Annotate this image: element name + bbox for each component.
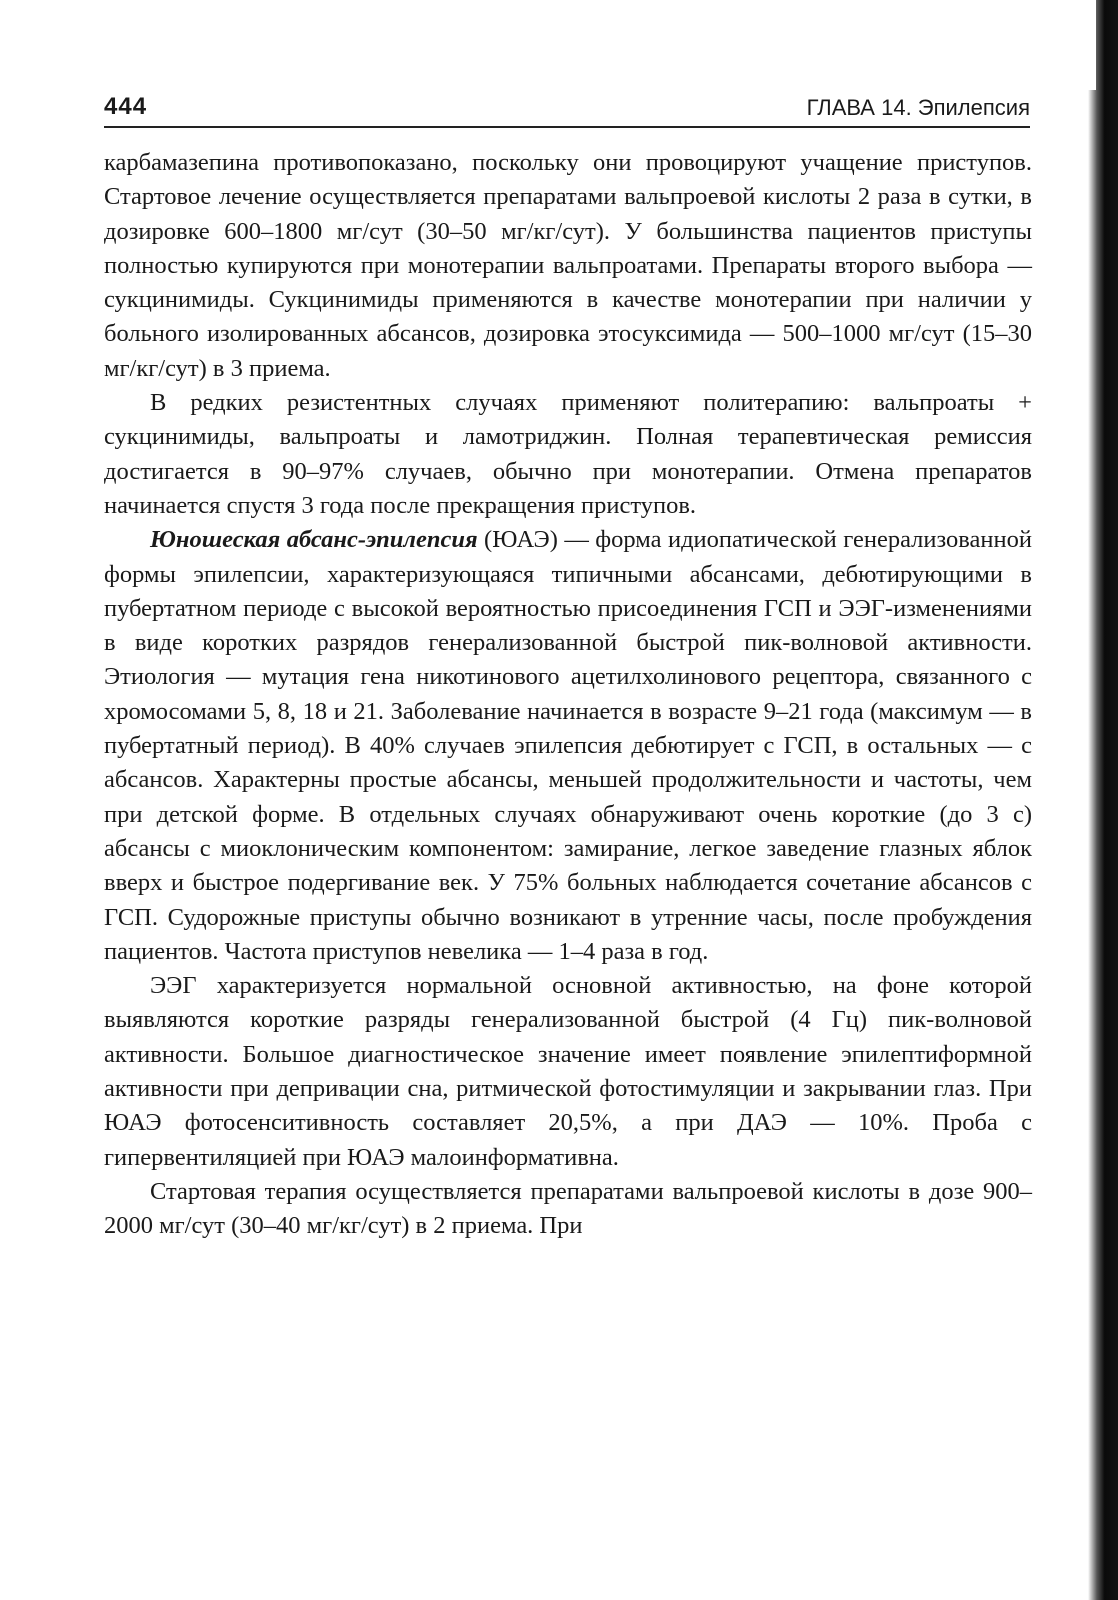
page-number: 444 <box>104 93 148 120</box>
paragraph-starting-therapy: Стартовая терапия осуществляется препаратами вальпроевой кислоты в дозе 900–2000 мг/сут (30–40 мг/кг/сут) в 2 приема. При <box>104 1177 1032 1240</box>
page-edge-highlight <box>1086 0 1096 90</box>
book-spine-shadow <box>1088 0 1118 1600</box>
paragraph-eeg: ЭЭГ характеризуется нормальной основной активностью, на фоне которой выявляются короткие разряды генерализованной быстрой (4 Гц) пик-волновой активности. Большое диагностическое значение имеет появление эпилептиформной активности при депривации сна, ритмической фотостимуляции и закрывании глаз. При ЮАЭ фотосенситивность составляет 20,5%, а при ДАЭ — 10%. Проба с гипервентиляцией при ЮАЭ малоинформативна. <box>104 972 1032 1171</box>
body-text <box>104 146 1032 1244</box>
defined-term: Юношеская абсанс-эпилепсия <box>150 526 478 554</box>
paragraph-resistant-cases: В редких резистентных случаях применяют политерапию: вальпроаты + сукцинимиды, вальпроаты и ламотриджин. Полная терапевтическая ремиссия достигается в 90–97% случаев, обычно при монотерапии. Отмена препаратов начинается спустя 3 года после прекращения приступов. <box>104 389 1032 519</box>
paragraph-juvenile-absence <box>104 523 1032 969</box>
running-head <box>104 92 1030 128</box>
paragraph-continuation: карбамазепина противопоказано, поскольку они провоцируют учащение приступов. Стартовое лечение осуществляется препаратами вальпроевой кислоты 2 раза в сутки, в дозировке 600–1800 мг/сут (30–50 мг/кг/сут). У большинства пациентов приступы полностью купируются при монотерапии вальпроатами. Препараты второго выбора — сукцинимиды. Сукцинимиды применяются в качестве монотерапии при наличии у больного изолированных абсансов, дозировка этосуксимида — 500–1000 мг/сут (15–30 мг/кг/сут) в 3 приема. <box>104 149 1032 382</box>
chapter-title: ГЛАВА 14. Эпилепсия <box>806 95 1030 120</box>
paragraph-juvenile-absence-text: (ЮАЭ) — форма идиопатической генерализованной формы эпилепсии, характеризующаяся типичными абсансами, дебютирующими в пубертатном периоде с высокой вероятностью присоединения ГСП и ЭЭГ-изменениями в виде коротких разрядов генерализованной быстрой пик-волновой активности. Этиология — мутация гена никотинового ацетилхолинового рецептора, связанного с хромосомами 5, 8, 18 и 21. Заболевание начинается в возрасте 9–21 года (максимум — в пубертатный период). В 40% случаев эпилепсия дебютирует с ГСП, в остальных — с абсансов. Характерны простые абсансы, меньшей продолжительности и частоты, чем при детской форме. В отдельных случаях обнаруживают очень короткие (до 3 с) абсансы с миоклоническим компонентом: замирание, легкое заведение глазных яблок вверх и быстрое подергивание век. У 75% больных наблюдается сочетание абсансов с ГСП. Судорожные приступы обычно возникают в утренние часы, после пробуждения пациентов. Частота приступов невелика — 1–4 раза в год. <box>104 526 1032 965</box>
